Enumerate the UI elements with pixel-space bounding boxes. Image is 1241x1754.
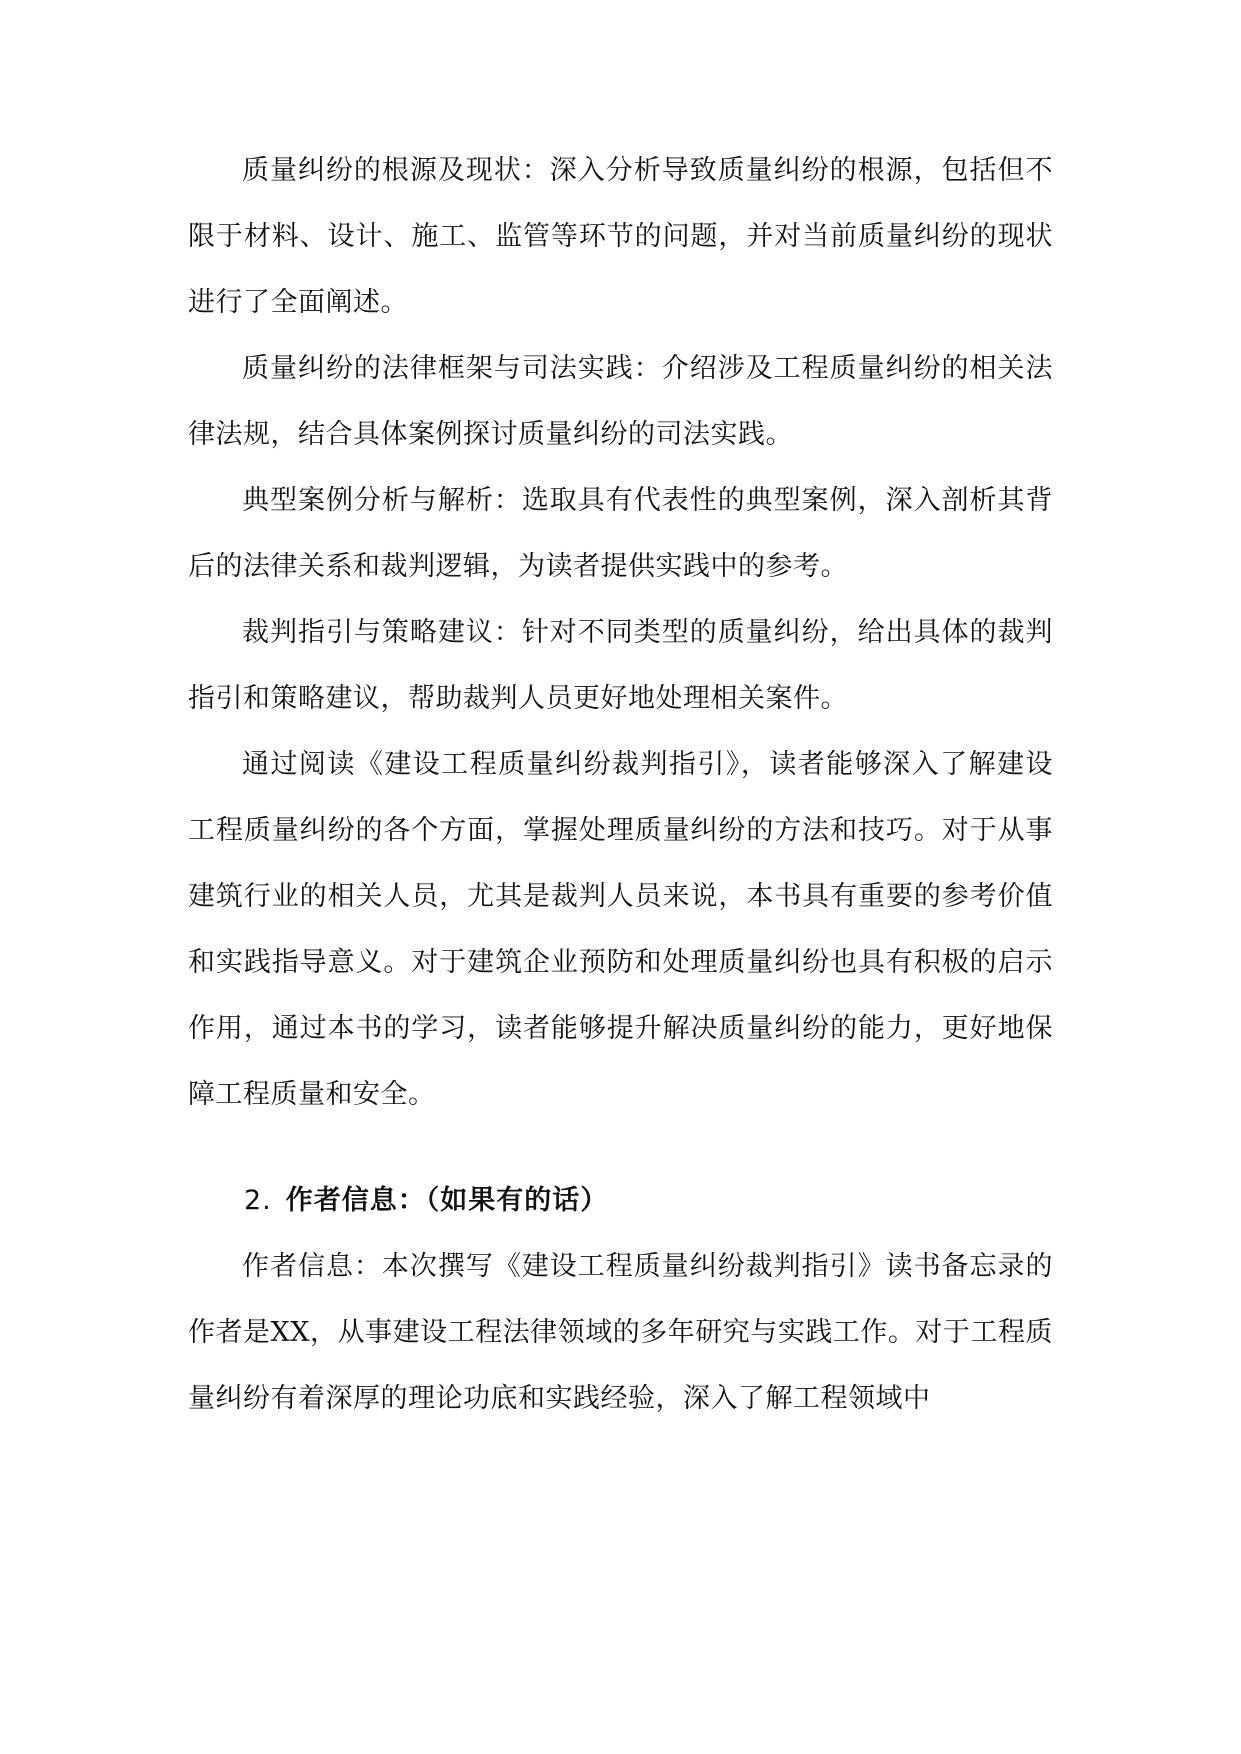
section-number: 2. xyxy=(244,1185,272,1216)
section-title: 作者信息：（如果有的话） xyxy=(285,1185,609,1216)
paragraph-author-info: 作者信息：本次撰写《建设工程质量纠纷裁判指引》读书备忘录的作者是XX，从事建设工程法律领域的多年研究与实践工作。对于工程质量纠纷有着深厚的理论功底和实践经验，深入了解工程领域中 xyxy=(188,1251,1053,1414)
paragraph-quality-dispute-roots: 质量纠纷的根源及现状：深入分析导致质量纠纷的根源，包括但不限于材料、设计、施工、监管等环节的问题，并对当前质量纠纷的现状进行了全面阐述。 xyxy=(188,155,1053,318)
paragraph-legal-framework: 质量纠纷的法律框架与司法实践：介绍涉及工程质量纠纷的相关法律法规，结合具体案例探讨质量纠纷的司法实践。 xyxy=(188,353,1053,450)
section-heading-author-info xyxy=(188,1168,1053,1234)
paragraph-judgment-guidance: 裁判指引与策略建议：针对不同类型的质量纠纷，给出具体的裁判指引和策略建议，帮助裁判人员更好地处理相关案件。 xyxy=(188,617,1053,714)
paragraph-reading-summary: 通过阅读《建设工程质量纠纷裁判指引》，读者能够深入了解建设工程质量纠纷的各个方面，掌握处理质量纠纷的方法和技巧。对于从事建筑行业的相关人员，尤其是裁判人员来说，本书具有重要的参考价值和实践指导意义。对于建筑企业预防和处理质量纠纷也具有积极的启示作用，通过本书的学习，读者能够提升解决质量纠纷的能力，更好地保障工程质量和安全。 xyxy=(188,749,1053,1110)
page-content xyxy=(188,138,1053,1432)
paragraph-case-analysis: 典型案例分析与解析：选取具有代表性的典型案例，深入剖析其背后的法律关系和裁判逻辑，为读者提供实践中的参考。 xyxy=(188,485,1053,582)
